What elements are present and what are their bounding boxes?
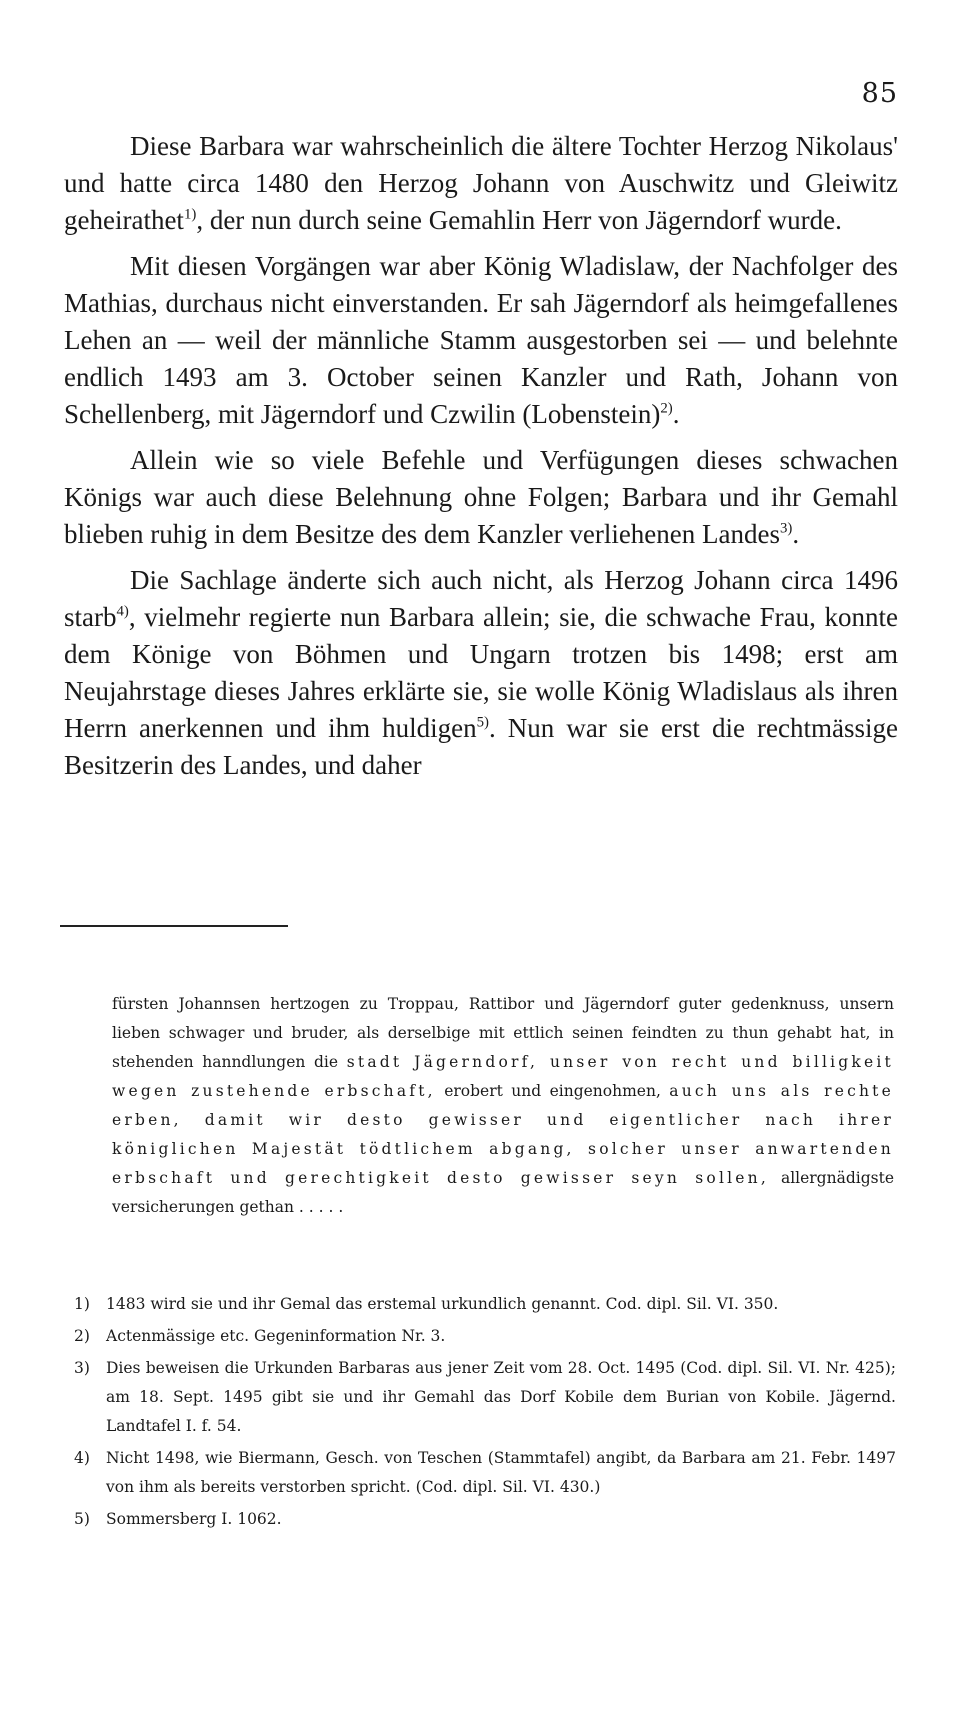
page-number: 85 bbox=[861, 78, 898, 109]
footnote-ref: 3) bbox=[780, 520, 793, 537]
footnote-divider bbox=[60, 925, 288, 927]
paragraph: Mit diesen Vorgängen war aber König Wladislaw, der Nachfolger des Mathias, durchaus nicht einverstanden. Er sah Jägerndorf als heimgefallenes Lehen an — weil der männliche Stamm ausgestorben sei — und belehnte endlich 1493 am 3. October seinen Kanzler und Rath, Johann von Schellenberg, mit Jägerndorf und Czwilin (Lobenstein)$^{2)}$. bbox=[64, 251, 898, 429]
footnote-ref: 4) bbox=[116, 603, 129, 620]
footnote-ref: 2) bbox=[660, 400, 673, 417]
footnotes bbox=[74, 1290, 896, 1537]
paragraph: Diese Barbara war wahrscheinlich die ältere Tochter Herzog Nikolaus' und hatte circa 1480 den Herzog Johann von Auschwitz und Gleiwitz geheirathet$^{1)}$, der nun durch seine Gemahlin Herr von Jägerndorf wurde. bbox=[64, 131, 898, 235]
footnote bbox=[74, 1505, 896, 1534]
paragraph: Allein wie so viele Befehle und Verfügungen dieses schwachen Königs war auch diese Belehnung ohne Folgen; Barbara und ihr Gemahl blieben ruhig in dem Besitze des dem Kanzler verliehenen Landes$^{3)}$. bbox=[64, 445, 898, 549]
footnote-text: Sommersberg I. 1062. bbox=[106, 1510, 282, 1528]
footnote bbox=[74, 1322, 896, 1351]
footnote-mark: 1) bbox=[74, 1295, 90, 1313]
footnote-mark: 5) bbox=[74, 1510, 90, 1528]
footnote-text: Dies beweisen die Urkunden Barbaras aus jener Zeit vom 28. Oct. 1495 (Cod. dipl. Sil. VI. Nr. 425); am 18. Sept. 1495 gibt sie und ihr Gemahl das Dorf Kobile dem Burian von Kobile. Jägernd. Landtafel I. f. 54. bbox=[106, 1359, 896, 1435]
footnote-text: 1483 wird sie und ihr Gemal das erstemal urkundlich genannt. Cod. dipl. Sil. VI. 350. bbox=[106, 1295, 779, 1313]
quoted-passage: fürsten Johannsen hertzogen zu Troppau, Rattibor und Jägerndorf guter gedenknuss, unsern lieben schwager und bruder, als derselbige mit ettlich seinen feindten zu thun gehabt hat, in stehenden hanndlungen die stadt Jägerndorf, unser von recht und billigkeit wegen zustehende erbschaft, erobert und eingenohmen, auch uns als rechte erben, damit wir desto gewisser und eigentlicher nach ihrer königlichen Majestät tödtlichem abgang, solcher unser anwartenden erbschaft und gerechtigkeit desto gewisser seyn sollen, allergnädigste versicherungen gethan . . . . . bbox=[112, 995, 894, 1216]
paragraph: Die Sachlage änderte sich auch nicht, als Herzog Johann circa 1496 starb$^{4)}$, vielmehr regierte nun Barbara allein; sie, die schwache Frau, konnte dem Könige von Böhmen und Ungarn trotzen bis 1498; erst am Neujahrstage dieses Jahres erklärte sie, sie wolle König Wladislaus als ihren Herrn anerkennen und ihm huldigen$^{5)}$. Nun war sie erst die rechtmässige Besitzerin des Landes, und daher bbox=[64, 565, 898, 780]
footnote-mark: 3) bbox=[74, 1359, 90, 1377]
footnote-text: Nicht 1498, wie Biermann, Gesch. von Teschen (Stammtafel) angibt, da Barbara am 21. Febr. 1497 von ihm als bereits verstorben spricht. (Cod. dipl. Sil. VI. 430.) bbox=[106, 1449, 896, 1496]
footnote-text: Actenmässige etc. Gegeninformation Nr. 3. bbox=[106, 1327, 446, 1345]
main-text bbox=[64, 128, 898, 793]
footnote-mark: 2) bbox=[74, 1327, 90, 1345]
footnote bbox=[74, 1290, 896, 1319]
footnote-mark: 4) bbox=[74, 1449, 90, 1467]
footnote bbox=[74, 1354, 896, 1441]
footnote-ref: 5) bbox=[476, 714, 489, 731]
footnote-ref: 1) bbox=[183, 206, 197, 223]
footnote bbox=[74, 1444, 896, 1502]
